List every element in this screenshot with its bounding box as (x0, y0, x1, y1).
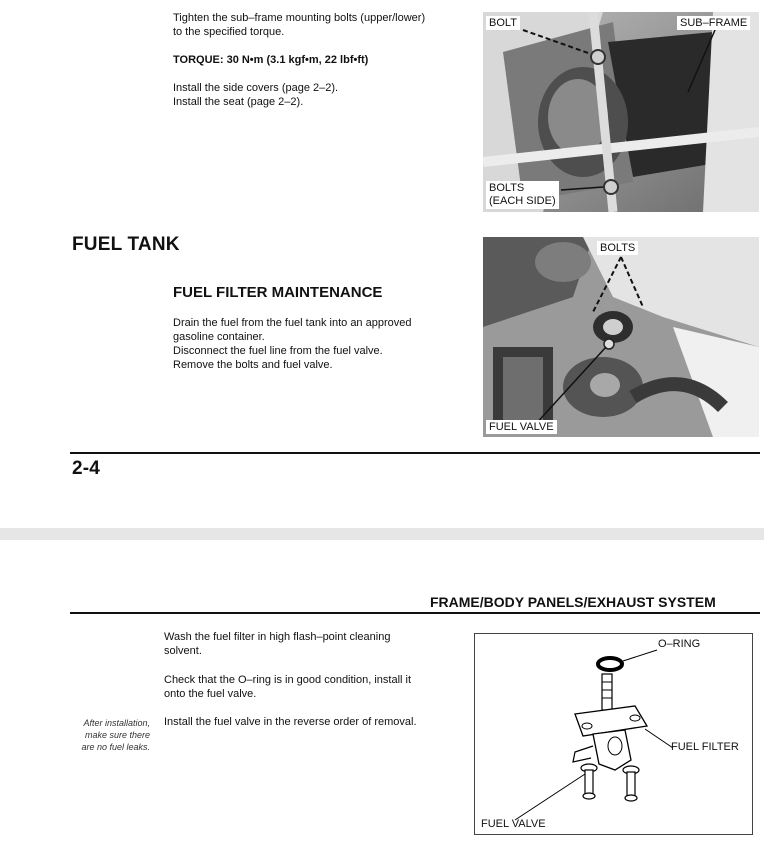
manual-page-frame-body-panels (0, 540, 764, 848)
disconnect-fuel-line-text: Disconnect the fuel line from the fuel valve. (173, 345, 383, 357)
side-note-line2: make sure there (84, 730, 150, 740)
fuel-valve-diagram-drawing (475, 634, 752, 834)
drain-fuel-text-line2: gasoline container. (173, 331, 265, 343)
subframe-torque-instruction-line1: Tighten the sub–frame mounting bolts (upper/lower) (173, 12, 426, 24)
fuel-valve-bolts-label: BOLTS (597, 241, 638, 255)
fuel-valve-photo-label: FUEL VALVE (486, 420, 557, 434)
diagram-fuel-valve-label: FUEL VALVE (481, 818, 546, 830)
subframe-torque-instruction-line2: to the specified torque. (173, 26, 285, 38)
chapter-header: FRAME/BODY PANELS/EXHAUST SYSTEM (430, 594, 716, 610)
fuel-valve-photo (483, 237, 759, 437)
page-number: 2-4 (72, 458, 101, 479)
torque-spec: TORQUE: 30 N•m (3.1 kgf•m, 22 lbf•ft) (173, 54, 369, 66)
check-oring-text-line2: onto the fuel valve. (164, 688, 257, 700)
install-seat-text: Install the seat (page 2–2). (173, 96, 304, 108)
bolt-label: BOLT (486, 16, 520, 30)
section-title-fuel-tank: FUEL TANK (72, 234, 180, 255)
subsection-title-fuel-filter: FUEL FILTER MAINTENANCE (173, 284, 383, 301)
side-note-line1: After installation, (83, 718, 150, 728)
wash-filter-text-line2: solvent. (164, 645, 202, 657)
oring-icon (598, 658, 622, 670)
wash-filter-text-line1: Wash the fuel filter in high flash–point cleaning (164, 631, 391, 643)
footer-rule (70, 452, 760, 454)
fuel-leak-side-note (62, 717, 150, 753)
side-note-line3: are no fuel leaks. (81, 742, 150, 752)
header-rule (70, 612, 760, 614)
oring-label: O–RING (658, 638, 701, 650)
subframe-photo (483, 12, 759, 212)
subframe-label: SUB–FRAME (677, 16, 750, 30)
fuel-valve-photo-image (483, 237, 759, 437)
drain-fuel-text-line1: Drain the fuel from the fuel tank into an approved (173, 317, 412, 329)
fuel-filter-label: FUEL FILTER (671, 741, 739, 753)
check-oring-text-line1: Check that the O–ring is in good condition, install it (164, 674, 412, 686)
install-fuel-valve-text: Install the fuel valve in the reverse order of removal. (164, 716, 417, 728)
install-side-covers-text: Install the side covers (page 2–2). (173, 82, 339, 94)
fuel-valve-diagram (474, 633, 753, 835)
bolts-each-side-line2: (EACH SIDE) (489, 195, 556, 207)
bolts-each-side-line1: BOLTS (489, 182, 525, 194)
remove-bolts-text: Remove the bolts and fuel valve. (173, 359, 333, 371)
bolts-each-side-label (486, 181, 559, 209)
